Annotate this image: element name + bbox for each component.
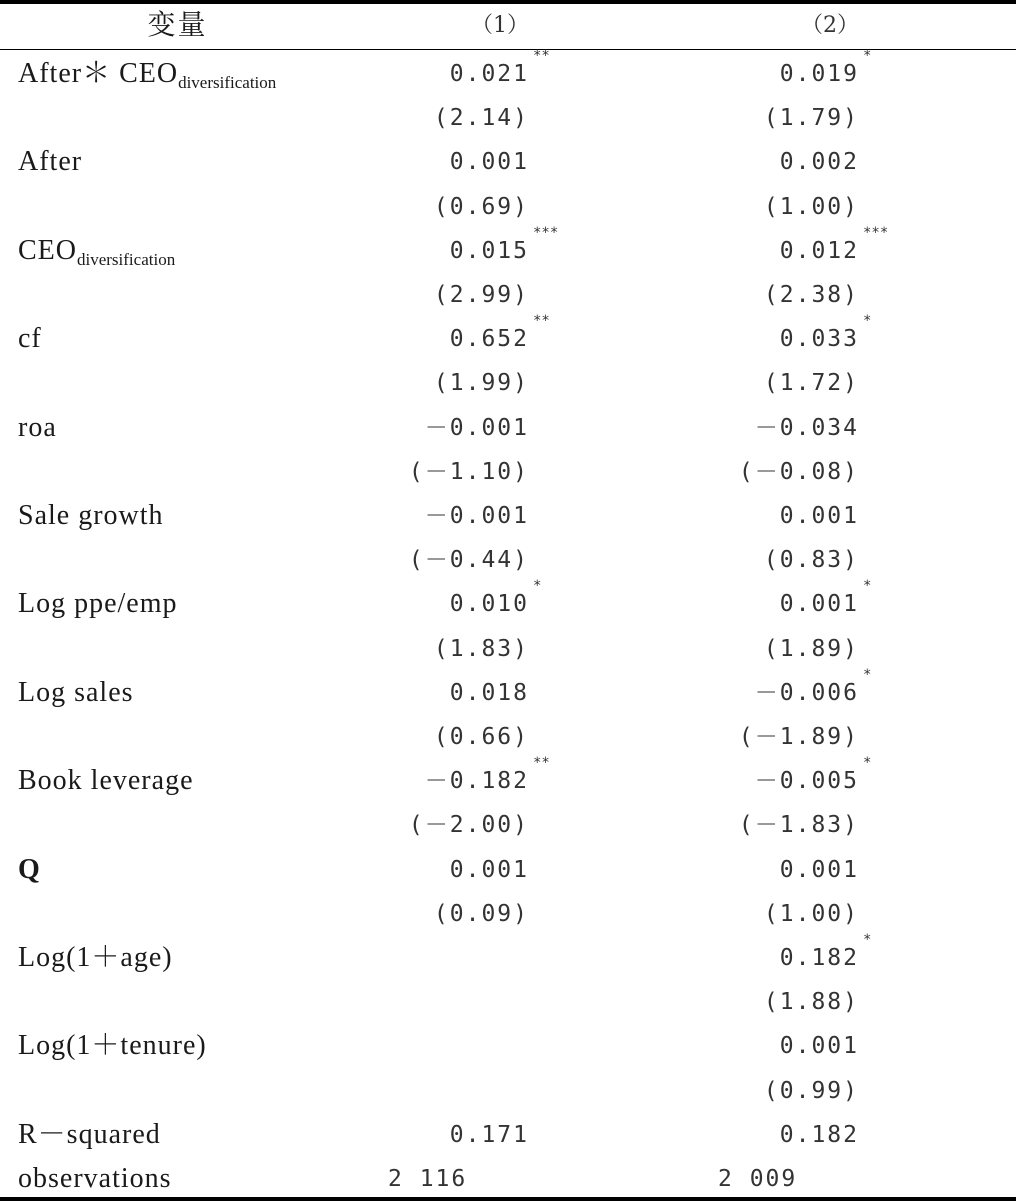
col1-value — [434, 629, 529, 669]
row-label-subscript: diversification — [178, 73, 277, 92]
value-text: (1.79) — [763, 105, 859, 131]
col1-value — [434, 717, 529, 757]
significance-stars: * — [863, 578, 872, 594]
value-text: (1.83) — [433, 636, 529, 662]
value-text: 0.652 ** — [449, 313, 550, 352]
col1-value — [449, 578, 542, 624]
row-label-subscript: diversification — [77, 250, 176, 269]
col2-value — [764, 98, 859, 138]
row-label — [18, 54, 276, 94]
significance-stars: *** — [533, 225, 559, 241]
value-text: 0.001 — [449, 857, 529, 883]
col1-value — [434, 894, 529, 934]
header-col2: （2） — [801, 13, 859, 38]
row-label-text: Q — [18, 854, 41, 885]
row-label-text: After — [18, 146, 83, 177]
significance-stars: * — [863, 313, 872, 329]
header-variable: 变量 — [147, 10, 208, 41]
value-text: (1.00) — [763, 194, 859, 220]
value-text: 0.001 — [779, 1033, 859, 1059]
col2-value — [779, 313, 872, 359]
row-label-text: R－squared — [18, 1119, 161, 1150]
row-label-text: roa — [18, 412, 57, 443]
value-text: 0.033 * — [779, 313, 872, 352]
col2-value — [780, 496, 859, 536]
table-bottom-rule — [0, 1197, 1016, 1201]
row-label — [18, 673, 134, 713]
header-col1: （1） — [471, 13, 529, 38]
value-text: －0.001 — [424, 503, 529, 529]
significance-stars: * — [863, 755, 872, 771]
row-label — [18, 761, 194, 801]
col2-value — [780, 1115, 859, 1155]
col2-value — [780, 850, 859, 890]
value-text: 0.010 * — [449, 578, 542, 617]
row-label — [18, 938, 173, 978]
col2-value — [739, 717, 859, 757]
col2-value — [780, 142, 859, 182]
value-text: 0.002 — [779, 149, 859, 175]
value-text: 2 116 — [388, 1166, 468, 1192]
col1-value — [449, 48, 550, 94]
row-label — [18, 1115, 161, 1155]
value-text: (0.99) — [763, 1078, 859, 1104]
value-text: (0.69) — [433, 194, 529, 220]
row-label-text: Book leverage — [18, 765, 194, 796]
row-label-text: cf — [18, 323, 42, 354]
value-text: 0.001 * — [779, 578, 872, 617]
value-text: (－1.89) — [738, 724, 859, 750]
significance-stars: *** — [863, 225, 889, 241]
value-text: 0.019 * — [779, 48, 872, 87]
value-text: 0.012 *** — [779, 225, 889, 264]
value-text: (1.99) — [433, 370, 529, 396]
col2-value — [754, 755, 872, 801]
row-label-text: Sale growth — [18, 500, 164, 531]
value-text: 0.018 — [449, 680, 529, 706]
col2-value — [755, 408, 859, 448]
col1-value — [434, 363, 529, 403]
row-label — [18, 496, 164, 536]
row-label-text: After＊ CEO — [18, 58, 179, 89]
value-text: (2.14) — [433, 105, 529, 131]
value-text: (1.89) — [763, 636, 859, 662]
col1-value — [409, 540, 529, 580]
col2-value — [764, 187, 859, 227]
value-text: (－0.08) — [738, 459, 859, 485]
row-label — [18, 1026, 207, 1066]
col2-value — [764, 629, 859, 669]
row-label-text: Log(1＋tenure) — [18, 1030, 207, 1061]
row-label — [18, 319, 42, 359]
value-text: 0.182 — [779, 1122, 859, 1148]
col1-value — [449, 313, 550, 359]
value-text: (－2.00) — [408, 812, 529, 838]
col2-value — [764, 1071, 859, 1111]
col1-value — [450, 142, 529, 182]
value-text: 0.015 *** — [449, 225, 559, 264]
value-text: 0.021 ** — [449, 48, 550, 87]
row-label-text: Log sales — [18, 677, 134, 708]
table-top-rule — [0, 0, 1016, 4]
col1-value — [450, 673, 529, 713]
value-text: (1.00) — [763, 901, 859, 927]
col1-value — [450, 1115, 529, 1155]
value-text: 0.182 * — [779, 932, 872, 971]
col2-value — [779, 48, 872, 94]
significance-stars: * — [863, 48, 872, 64]
row-label — [18, 408, 57, 448]
col2-value — [764, 363, 859, 403]
row-label-text: Log ppe/emp — [18, 588, 178, 619]
significance-stars: ** — [533, 755, 550, 771]
row-label-text: observations — [18, 1163, 172, 1194]
col2-value — [718, 1159, 797, 1199]
significance-stars: * — [533, 578, 542, 594]
col1-value — [425, 408, 529, 448]
value-text: －0.182 ** — [424, 755, 550, 794]
significance-stars: * — [863, 667, 872, 683]
row-label — [18, 231, 175, 271]
value-text: (1.88) — [763, 989, 859, 1015]
col2-value — [739, 805, 859, 845]
value-text: (2.38) — [763, 282, 859, 308]
row-label — [18, 142, 82, 182]
col1-value — [424, 755, 550, 801]
value-text: (0.09) — [433, 901, 529, 927]
col1-value — [449, 225, 559, 271]
col1-value — [409, 452, 529, 492]
value-text: (0.83) — [763, 547, 859, 573]
col1-value — [388, 1159, 467, 1199]
col2-value — [754, 667, 872, 713]
value-text: 2 009 — [718, 1166, 798, 1192]
value-text: 0.001 — [779, 857, 859, 883]
value-text: －0.034 — [754, 415, 859, 441]
col2-value — [779, 578, 872, 624]
row-label — [18, 1159, 172, 1199]
col2-value — [764, 275, 859, 315]
col1-value — [450, 850, 529, 890]
col1-value — [434, 275, 529, 315]
row-label-text: CEO — [18, 235, 77, 266]
value-text: (－1.83) — [738, 812, 859, 838]
col1-value — [434, 98, 529, 138]
significance-stars: ** — [533, 48, 550, 64]
value-text: 0.001 — [449, 149, 529, 175]
col2-value — [764, 540, 859, 580]
row-label — [18, 584, 178, 624]
col1-value — [409, 805, 529, 845]
col2-value — [780, 1026, 859, 1066]
col2-value — [764, 982, 859, 1022]
col1-value — [434, 187, 529, 227]
row-label — [18, 850, 41, 890]
value-text: －0.001 — [424, 415, 529, 441]
value-text: (2.99) — [433, 282, 529, 308]
row-label-text: Log(1＋age) — [18, 942, 173, 973]
value-text: (0.66) — [433, 724, 529, 750]
significance-stars: * — [863, 932, 872, 948]
value-text: (1.72) — [763, 370, 859, 396]
significance-stars: ** — [533, 313, 550, 329]
col2-value — [779, 225, 889, 271]
value-text: 0.171 — [449, 1122, 529, 1148]
col1-value — [425, 496, 529, 536]
value-text: (－1.10) — [408, 459, 529, 485]
col2-value — [779, 932, 872, 978]
col2-value — [739, 452, 859, 492]
col2-value — [764, 894, 859, 934]
value-text: 0.001 — [779, 503, 859, 529]
value-text: (－0.44) — [408, 547, 529, 573]
value-text: －0.006 * — [754, 667, 872, 706]
value-text: －0.005 * — [754, 755, 872, 794]
